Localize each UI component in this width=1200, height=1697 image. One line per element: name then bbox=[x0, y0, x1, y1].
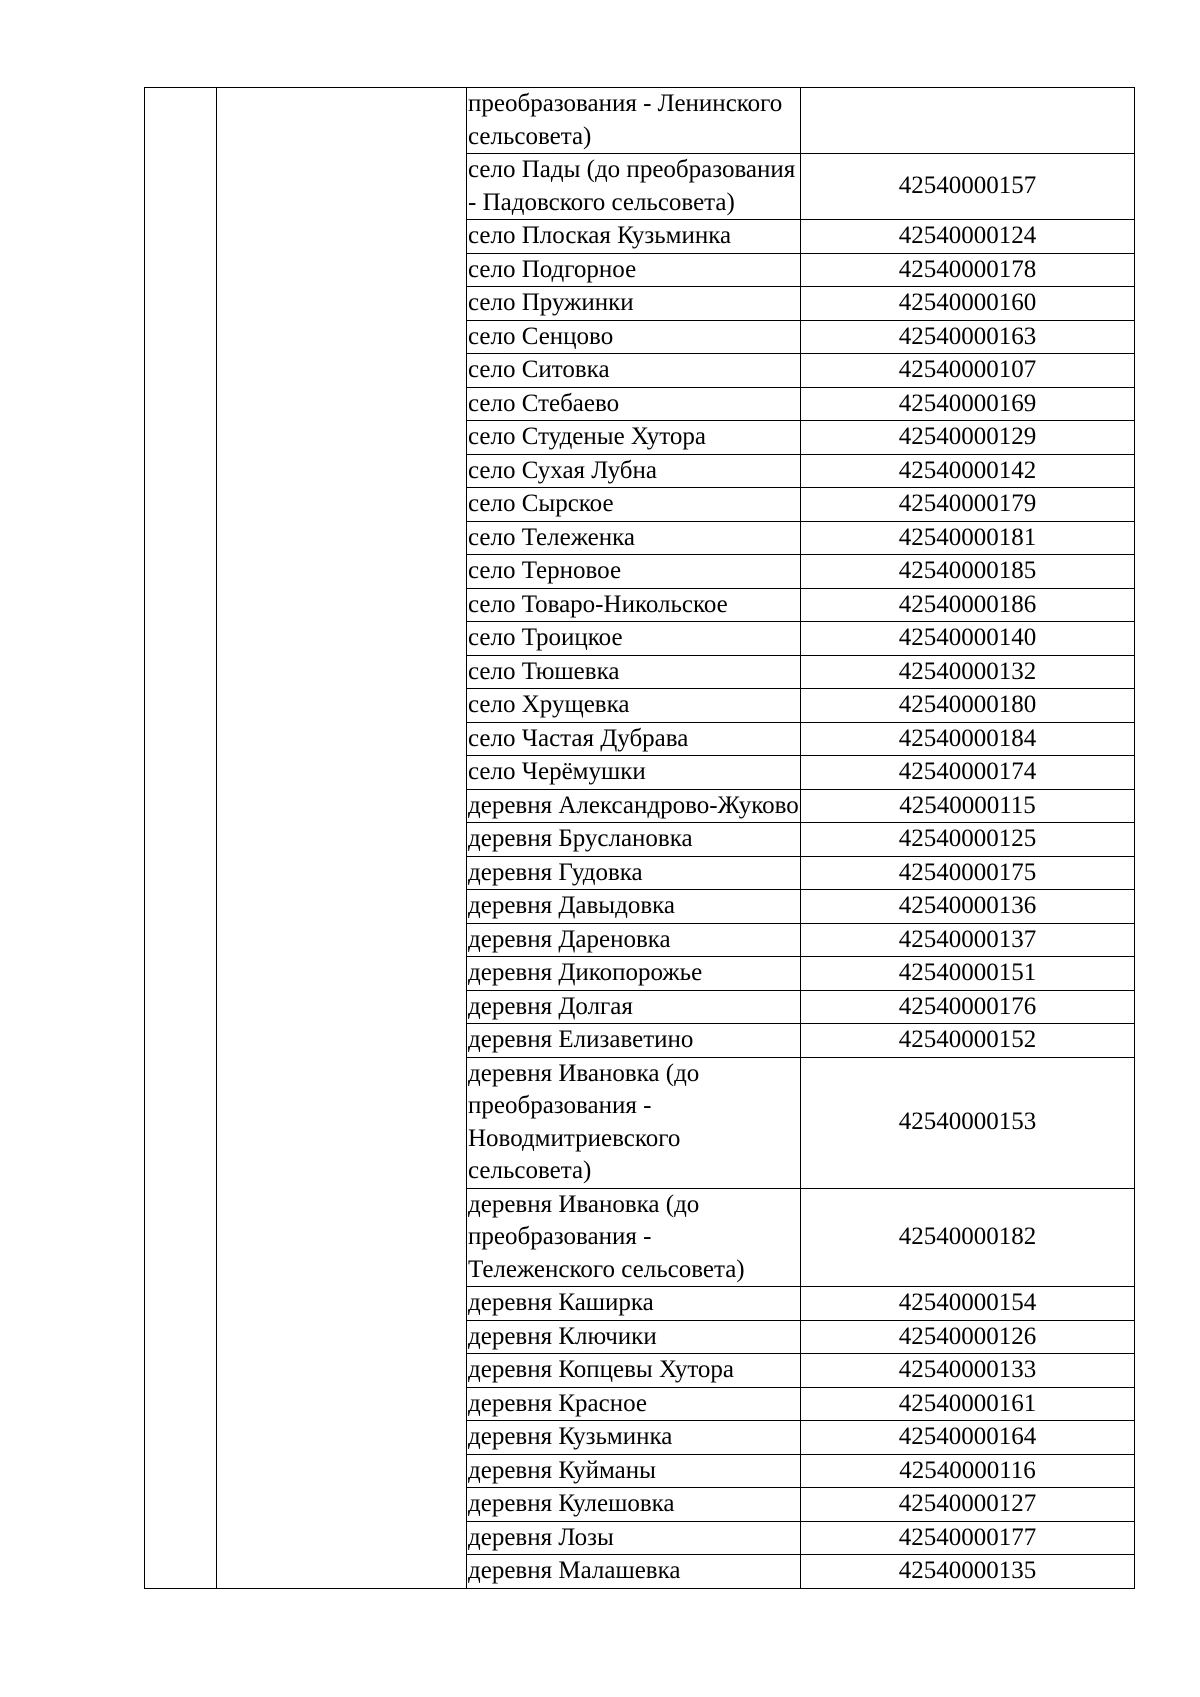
settlement-name-cell: деревня Куйманы bbox=[467, 1454, 801, 1488]
number-column-cell bbox=[145, 88, 217, 1589]
settlement-name-cell: село Тюшевка bbox=[467, 655, 801, 689]
settlement-name-cell: село Троицкое bbox=[467, 622, 801, 656]
settlement-name-cell: преобразования - Ленинского сельсовета) bbox=[467, 88, 801, 154]
settlement-name-cell: село Терновое bbox=[467, 555, 801, 589]
settlement-name-cell: село Ситовка bbox=[467, 354, 801, 388]
oktmo-code-cell: 42540000157 bbox=[801, 154, 1135, 220]
oktmo-code-cell: 42540000115 bbox=[801, 789, 1135, 823]
municipality-column-cell bbox=[217, 88, 467, 1589]
settlement-name-cell: деревня Елизаветино bbox=[467, 1024, 801, 1058]
oktmo-code-cell: 42540000133 bbox=[801, 1354, 1135, 1388]
oktmo-code-cell: 42540000174 bbox=[801, 756, 1135, 790]
oktmo-code-cell: 42540000178 bbox=[801, 253, 1135, 287]
settlement-name-cell: деревня Гудовка bbox=[467, 856, 801, 890]
oktmo-code-cell: 42540000175 bbox=[801, 856, 1135, 890]
settlement-name-cell: село Сухая Лубна bbox=[467, 454, 801, 488]
settlement-name-cell: село Сырское bbox=[467, 488, 801, 522]
settlement-name-cell: село Черёмушки bbox=[467, 756, 801, 790]
settlement-name-cell: деревня Ивановка (до преобразования - Тележенского сельсовета) bbox=[467, 1188, 801, 1287]
settlement-name-cell: село Хрущевка bbox=[467, 689, 801, 723]
settlement-name-cell: деревня Кузьминка bbox=[467, 1421, 801, 1455]
oktmo-code-cell: 42540000181 bbox=[801, 521, 1135, 555]
oktmo-code-cell: 42540000137 bbox=[801, 923, 1135, 957]
oktmo-code-cell: 42540000126 bbox=[801, 1320, 1135, 1354]
oktmo-code-cell: 42540000169 bbox=[801, 387, 1135, 421]
settlement-name-cell: село Товаро-Никольское bbox=[467, 588, 801, 622]
oktmo-code-cell: 42540000154 bbox=[801, 1287, 1135, 1321]
settlement-name-cell: село Стебаево bbox=[467, 387, 801, 421]
settlement-name-cell: деревня Ивановка (до преобразования - Новодмитриевского сельсовета) bbox=[467, 1057, 801, 1188]
oktmo-code-cell: 42540000152 bbox=[801, 1024, 1135, 1058]
settlement-name-cell: деревня Давыдовка bbox=[467, 890, 801, 924]
oktmo-code-cell: 42540000179 bbox=[801, 488, 1135, 522]
settlement-name-cell: деревня Лозы bbox=[467, 1521, 801, 1555]
oktmo-code-cell: 42540000184 bbox=[801, 722, 1135, 756]
oktmo-code-cell: 42540000163 bbox=[801, 320, 1135, 354]
settlement-name-cell: село Плоская Кузьминка bbox=[467, 220, 801, 254]
oktmo-code-cell: 42540000161 bbox=[801, 1387, 1135, 1421]
settlements-table bbox=[144, 87, 1135, 1589]
oktmo-code-cell: 42540000182 bbox=[801, 1188, 1135, 1287]
oktmo-code-cell: 42540000142 bbox=[801, 454, 1135, 488]
oktmo-code-cell: 42540000107 bbox=[801, 354, 1135, 388]
oktmo-code-cell: 42540000125 bbox=[801, 823, 1135, 857]
oktmo-code-cell: 42540000177 bbox=[801, 1521, 1135, 1555]
oktmo-code-cell: 42540000129 bbox=[801, 421, 1135, 455]
oktmo-code-cell: 42540000153 bbox=[801, 1057, 1135, 1188]
settlement-name-cell: деревня Кулешовка bbox=[467, 1488, 801, 1522]
oktmo-code-cell: 42540000132 bbox=[801, 655, 1135, 689]
oktmo-code-cell: 42540000124 bbox=[801, 220, 1135, 254]
settlement-name-cell: деревня Красное bbox=[467, 1387, 801, 1421]
oktmo-code-cell: 42540000135 bbox=[801, 1555, 1135, 1589]
settlement-name-cell: село Частая Дубрава bbox=[467, 722, 801, 756]
settlement-name-cell: деревня Александрово-Жуково bbox=[467, 789, 801, 823]
oktmo-code-cell: 42540000180 bbox=[801, 689, 1135, 723]
oktmo-code-cell: 42540000185 bbox=[801, 555, 1135, 589]
oktmo-code-cell bbox=[801, 88, 1135, 154]
oktmo-code-cell: 42540000140 bbox=[801, 622, 1135, 656]
settlement-name-cell: деревня Дикопорожье bbox=[467, 957, 801, 991]
settlement-name-cell: село Сенцово bbox=[467, 320, 801, 354]
settlement-name-cell: село Тележенка bbox=[467, 521, 801, 555]
oktmo-code-cell: 42540000136 bbox=[801, 890, 1135, 924]
settlement-name-cell: деревня Долгая bbox=[467, 990, 801, 1024]
settlements-table-body bbox=[145, 88, 1135, 1589]
oktmo-code-cell: 42540000186 bbox=[801, 588, 1135, 622]
settlement-name-cell: деревня Малашевка bbox=[467, 1555, 801, 1589]
oktmo-code-cell: 42540000160 bbox=[801, 287, 1135, 321]
settlement-name-cell: село Пружинки bbox=[467, 287, 801, 321]
oktmo-code-cell: 42540000176 bbox=[801, 990, 1135, 1024]
settlement-name-cell: село Пады (до преобразования - Падовского сельсовета) bbox=[467, 154, 801, 220]
settlement-name-cell: деревня Дареновка bbox=[467, 923, 801, 957]
settlement-name-cell: деревня Бруслановка bbox=[467, 823, 801, 857]
settlement-name-cell: деревня Ключики bbox=[467, 1320, 801, 1354]
settlement-name-cell: деревня Копцевы Хутора bbox=[467, 1354, 801, 1388]
oktmo-code-cell: 42540000151 bbox=[801, 957, 1135, 991]
table-row bbox=[145, 88, 1135, 154]
settlement-name-cell: село Студеные Хутора bbox=[467, 421, 801, 455]
oktmo-code-cell: 42540000164 bbox=[801, 1421, 1135, 1455]
settlement-name-cell: село Подгорное bbox=[467, 253, 801, 287]
oktmo-code-cell: 42540000116 bbox=[801, 1454, 1135, 1488]
settlement-name-cell: деревня Каширка bbox=[467, 1287, 801, 1321]
oktmo-code-cell: 42540000127 bbox=[801, 1488, 1135, 1522]
